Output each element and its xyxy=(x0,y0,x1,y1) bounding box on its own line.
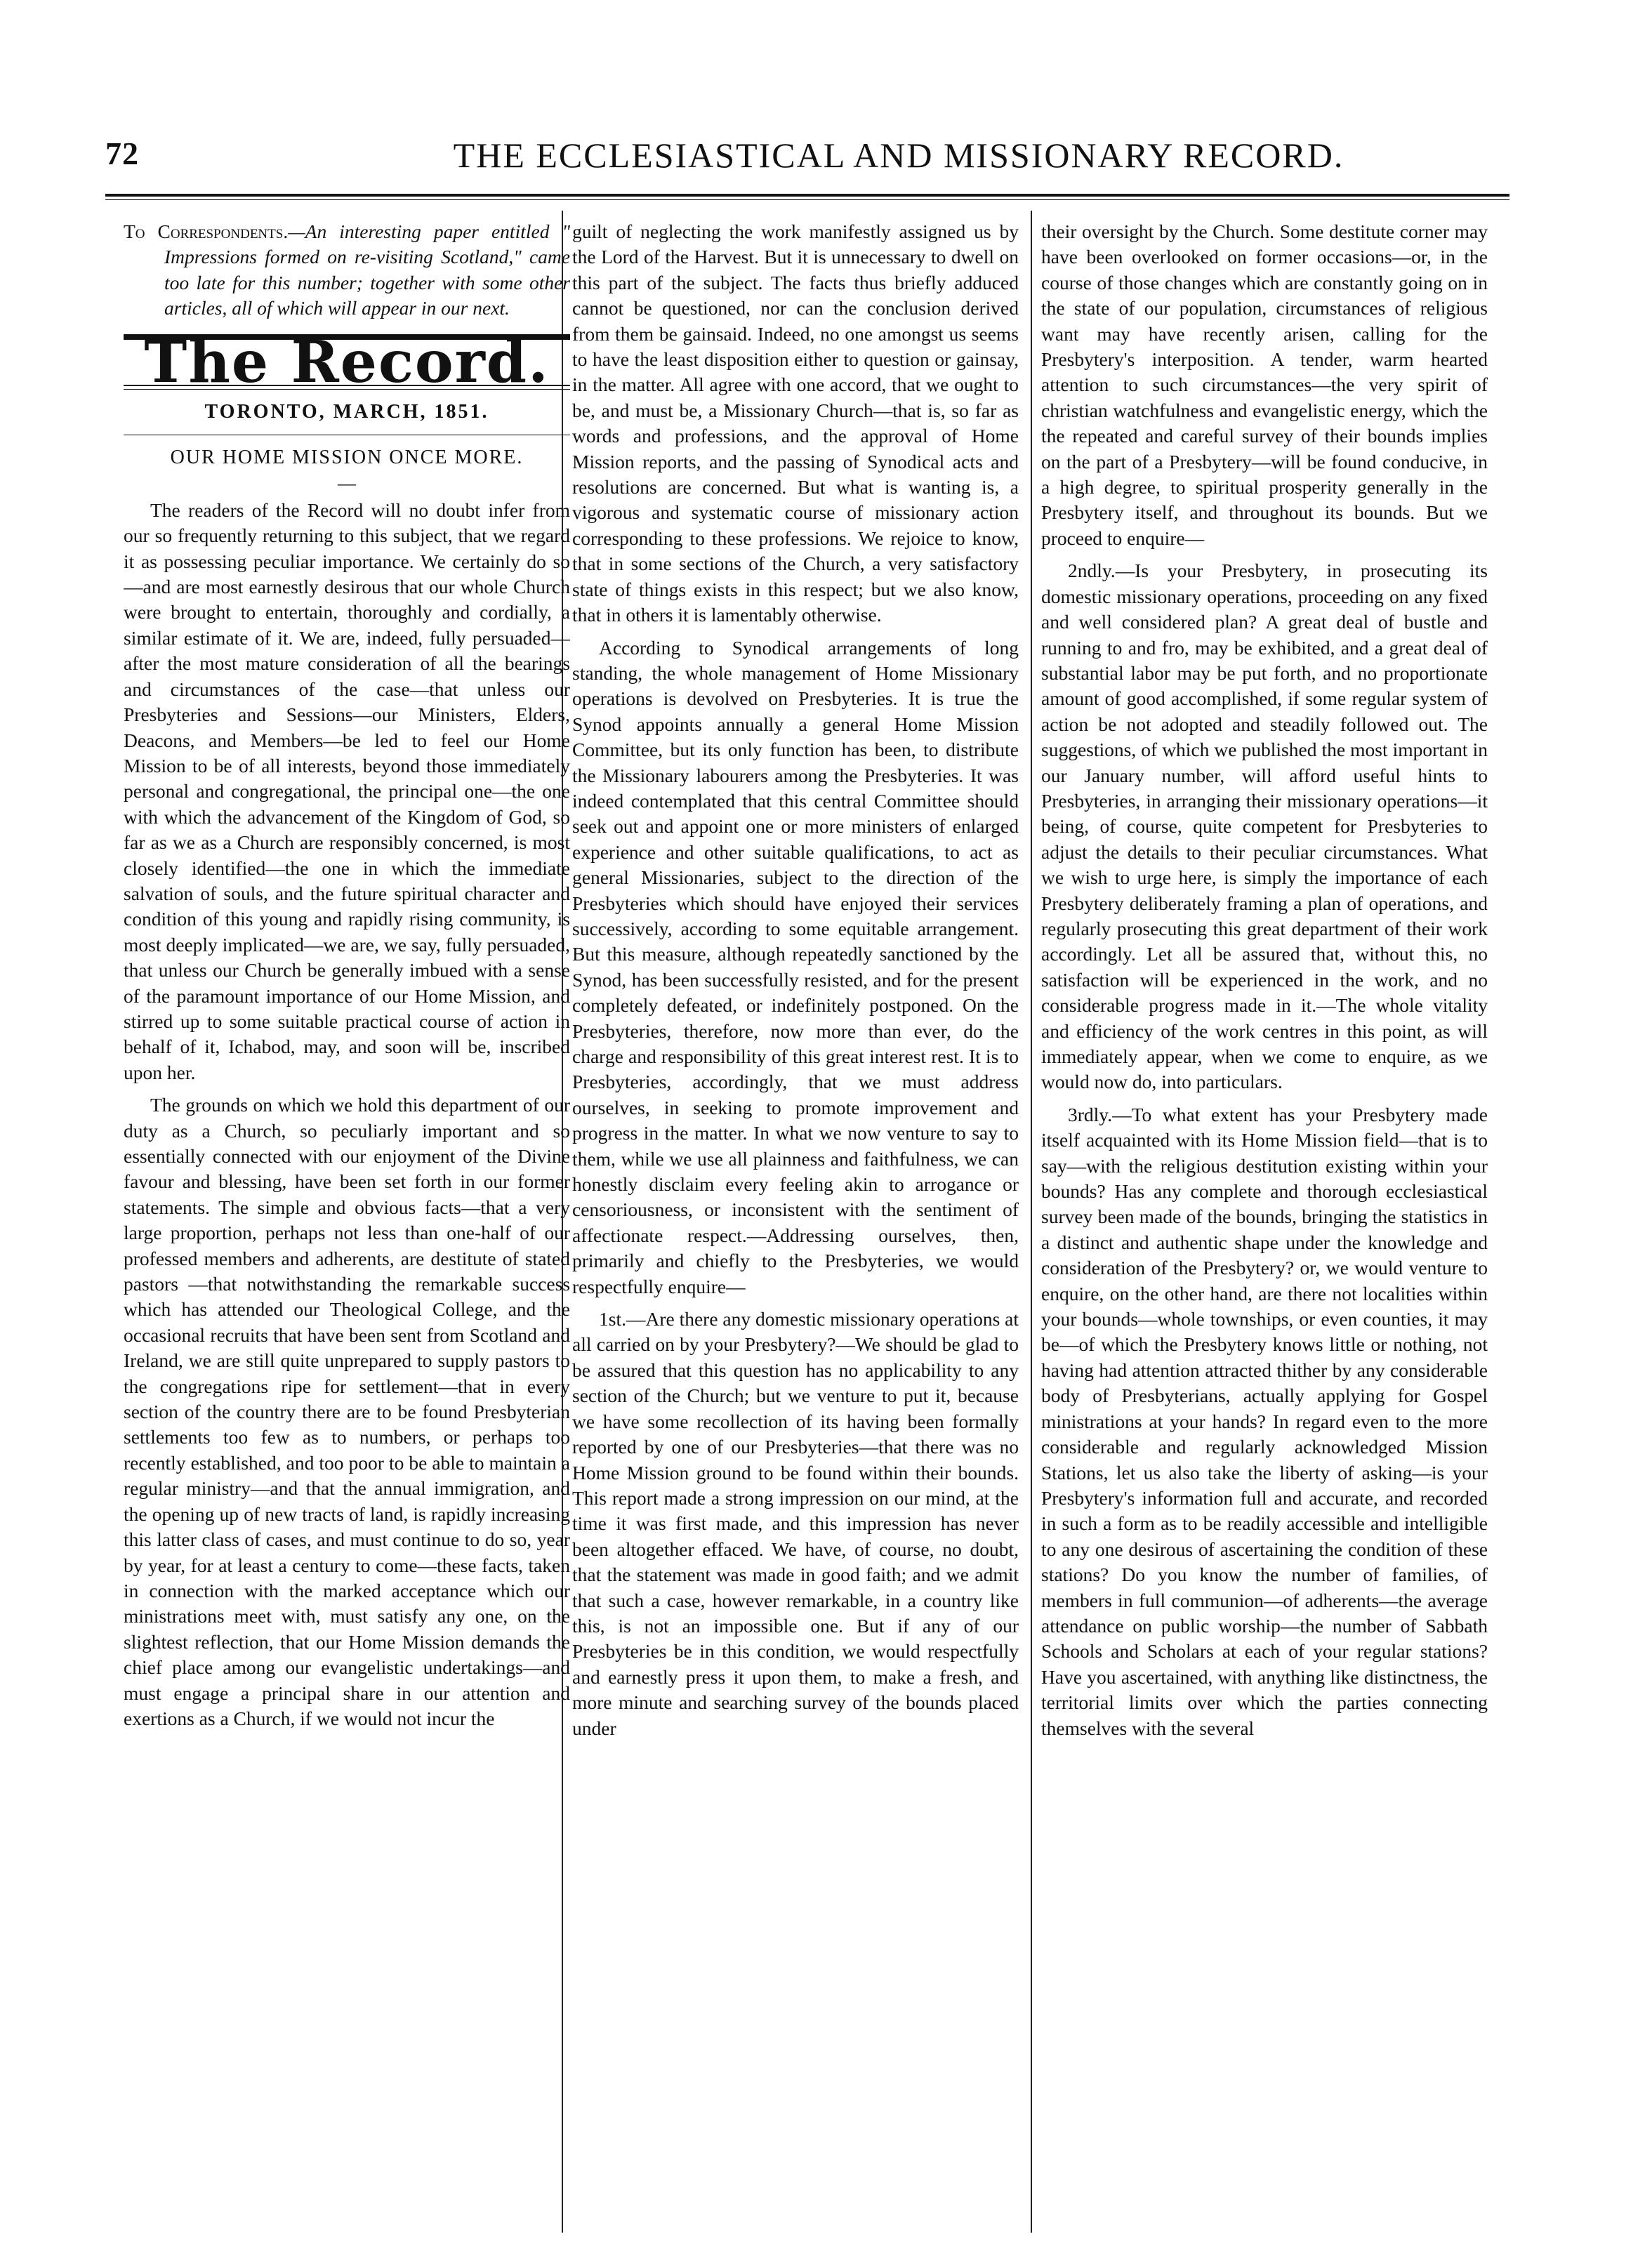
column-3 xyxy=(1041,219,1488,2220)
header-rule-thin xyxy=(105,199,1509,200)
paragraph: The grounds on which we hold this department of our duty as a Church, so peculiarly important and so essentially connected with our enjoyment of the Divine favour and blessing, have been set forth in our former statements. The simple and obvious facts—that a very large proportion, perhaps not less than one-half of our professed members and adherents, are destitute of stated pastors —that notwithstanding the remarkable success which has attended our Theological College, and the occasional recruits that have been sent from Scotland and Ireland, we are still quite unprepared to supply pastors to the congregations ripe for settlement—that in every section of the country there are to be found Presbyterian settlements too few as to numbers, or perhaps too recently established, and too poor to be able to maintain a regular ministry—and that the annual immigration, and the opening up of new tracts of land, is rapidly increasing this latter class of cases, and must continue to do so, year by year, for at least a century to come—these facts, taken in connection with the marked acceptance which our ministrations meet with, must satisfy any one, on the slightest reflection, that our Home Mission demands the chief place among our evangelistic undertakings—and must engage a principal share in our attention and exertions as a Church, if we would not incur the xyxy=(124,1094,570,1729)
column-divider xyxy=(1031,211,1032,2233)
article-title: OUR HOME MISSION ONCE MORE. xyxy=(170,447,524,469)
masthead: The Record. xyxy=(144,328,550,396)
running-title: THE ECCLESIASTICAL AND MISSIONARY RECORD. xyxy=(453,136,1344,175)
paragraph: guilt of neglecting the work manifestly assigned us by the Lord of the Harvest. But it is unnecessary to dwell on this part of the subject. The facts thus briefly adduced cannot be questioned, nor can the conclusion derived from them be gainsaid. Indeed, no one amongst us seems to have the least disposition either to question or gainsay, in the matter. All agree with one accord, that we ought to be, and must be, a Missionary Church—that is, so far as words and professions, and the approval of Home Mission reports, and the passing of Synodical acts and resolutions are concerned. But what is wanting is, a vigorous and systematic course of missionary action corresponding to these professions. We rejoice to know, that in some sections of the Church, a very satisfactory state of things exists in this respect; but we also know, that in others it is lamentably otherwise. xyxy=(572,220,1019,626)
page-header xyxy=(105,135,1509,184)
notice-body: —An interesting paper entitled " Impressions formed on re-visiting Scotland," came too late for this number; together with some other articles, all of which will appear in our next. xyxy=(164,220,570,319)
correspondents-notice xyxy=(124,219,570,322)
paragraph-first-question: 1st.—Are there any domestic missionary operations at all carried on by your Presbytery?—We should be glad to be assured that this question has no applicability to any section of the Church; but we venture to put it, because we have some recollection of its having been formally reported by one of our Presbyteries—that there was no Home Mission ground to be found within their bounds. This report made a strong impression on our mind, at the time it was first made, and this impression has never been altogether effaced. We have, of course, no doubt, that the statement was made in good faith; and we admit that such a case, however remarkable, in a country like this, is not an impossible one. But if any of our Presbyteries be in this condition, we would respectfully and earnestly press it upon them, to make a fresh, and more minute and searching survey of the bounds placed under xyxy=(572,1308,1019,1739)
column-1 xyxy=(124,219,570,2220)
paragraph: The readers of the Record will no doubt infer from our so frequently returning to this subject, that we regard it as possessing peculiar importance. We certainly do so—and are most earnestly desirous that our whole Church were brought to entertain, thoroughly and cordially, a similar estimate of it. We are, indeed, fully persuaded—after the most mature consideration of all the bearings and circumstances of the case—that unless our Presbyteries and Sessions—our Ministers, Elders, Deacons, and Members—be led to feel our Home Mission to be of all interests, beyond those immediately personal and congregational, the principal one—the one with which the advancement of the Kingdom of God, so far as we as a Church are responsibly concerned, is most closely identified—the one in which the immediate salvation of souls, and the future spiritual character and condition of this young and rapidly rising community, is most deeply implicated—we are, we say, fully persuaded, that unless our Church be generally imbued with a sense of the paramount importance of our Home Mission, and stirred up to some suitable practical course of action in behalf of it, Ichabod, may, and soon will be, inscribed upon her. xyxy=(124,498,570,1083)
paragraph: their oversight by the Church. Some destitute corner may have been overlooked on former occasions—or, in the course of those changes which are constantly going on in the state of our population, circumstances of religious want may have recently arisen, calling for the Presbytery's interposition. A tender, warm hearted attention to such circumstances—the very spirit of christian watchfulness and evangelistic energy, which the the repeated and careful survey of their bounds implies on the part of a Presbytery—will be found conducive, in a high degree, to spiritual prosperity generally in the Presbytery itself, and throughout its bounds. But we proceed to enquire— xyxy=(1041,220,1488,549)
column-2 xyxy=(572,219,1019,2220)
paragraph-second-question: 2ndly.—Is your Presbytery, in prosecuting its domestic missionary operations, proceeding on any fixed and well considered plan? A great deal of bustle and running to and fro, may be exhibited, and a great deal of substantial labor may be put forth, and no proportionate amount of good accomplished, if some regular system of action be not adopted and steadily followed out. The suggestions, of which we published the most important in our January number, will afford useful hints to Presbyteries, in arranging their missionary operations—it being, of course, quite competent for Presbyteries to adjust the details to their peculiar circumstances. What we wish to urge here, is simply the importance of each Presbytery deliberately framing a plan of operations, and regularly prosecuting this great department of their work accordingly. Let all be assured that, without this, no satisfaction will be experienced in the work, and no considerable progress made in it.—The whole vitality and efficiency of the work centres in this point, as will immediately appear, when we come to enquire, as we would now do, into particulars. xyxy=(1041,560,1488,1093)
page-number: 72 xyxy=(105,136,139,171)
paragraph-third-question: 3rdly.—To what extent has your Presbytery made itself acquainted with its Home Mission field—that is to say—with the religious destitution existing within your bounds? Has any complete and thorough ecclesiastical survey been made of the bounds, bringing the statistics in a distinct and authentic shape under the knowledge and consideration of the Presbytery? or, we would venture to enquire, on the other hand, are there not localities within your bounds—whole townships, or even counties, it may be—of which the Presbytery knows little or nothing, not having had attention attracted thither by any considerable body of Presbyterians, actually applying for Gospel ministrations at your hands? In regard even to the more considerable and regularly acknowledged Mission Stations, let us also take the liberty of asking—is your Presbytery's information full and accurate, and recorded in such a form as to be readily accessible and intelligible to any one desirous of ascertaining the condition of these stations? Do you know the number of families, of members in full communion—of adherents—the average attendance on public worship—the number of Sabbath Schools and Scholars at each of your regular stations? Have you ascertained, with anything like distinctness, the territorial limits over which the parties connecting themselves with the several xyxy=(1041,1103,1488,1739)
header-rule xyxy=(105,194,1509,197)
dateline: TORONTO, MARCH, 1851. xyxy=(204,401,489,423)
paragraph: According to Synodical arrangements of long standing, the whole management of Home Missionary operations is devolved on Presbyteries. It is true the Synod appoints annually a general Home Mission Committee, but its only function has been, to distribute the Missionary labourers among the Presbyteries. It was indeed contemplated that this central Committee should seek out and appoint one or more ministers of enlarged experience and other suitable qualifications, to act as general Missionaries, subject to the direction of the Presbyteries which should have enjoyed their services successively, according to some equitable arrangement. But this measure, although repeatedly sanctioned by the Synod, has been successfully resisted, and for the present completely defeated, or indefinitely postponed. On the Presbyteries, therefore, now more than ever, do the charge and responsibility of this great interest rest. It is to Presbyteries, accordingly, that we must address ourselves, in seeking to promote improvement and progress in the matter. In what we now venture to say to them, while we use all plainness and faithfulness, we can honestly disclaim every feeling akin to arrogance or censoriousness, or inconsistent with the sentiment of affectionate respect.—Addressing ourselves, then, primarily and chiefly to the Presbyteries, we would respectfully enquire— xyxy=(572,636,1019,1297)
notice-lead: To Correspondents. xyxy=(124,220,289,242)
title-divider: — xyxy=(338,473,356,494)
